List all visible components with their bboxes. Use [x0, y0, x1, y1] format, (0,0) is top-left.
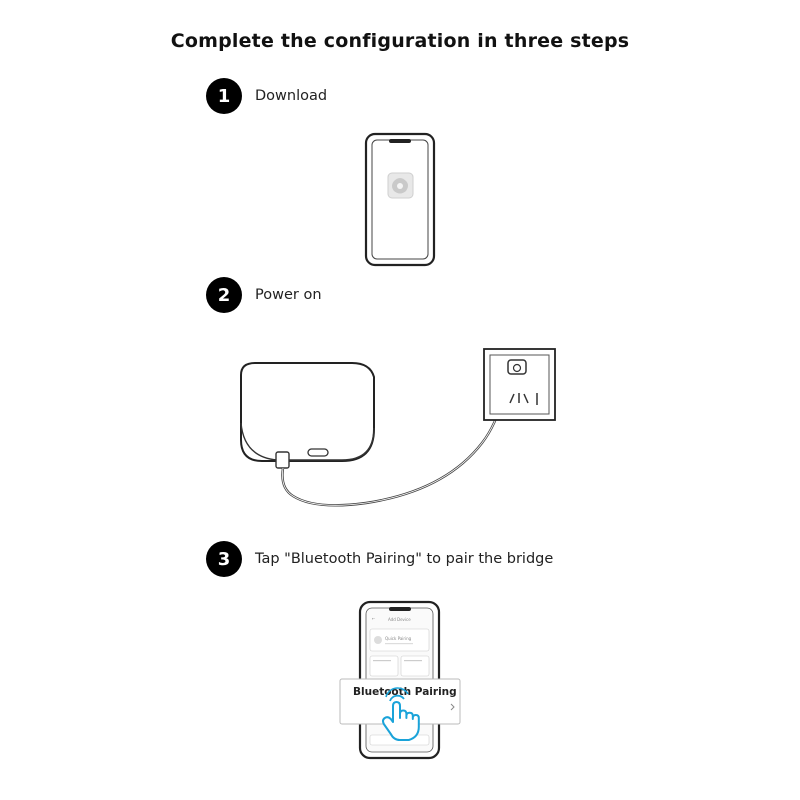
app-icon	[388, 173, 413, 198]
step-1-badge: 1	[206, 78, 242, 114]
step-2-badge: 2	[206, 277, 242, 313]
app-header: Add Device	[388, 617, 411, 622]
step-2-label: Power on	[255, 287, 322, 303]
bluetooth-pairing-label: Bluetooth Pairing	[353, 686, 457, 698]
back-arrow-icon: ←	[372, 616, 376, 621]
hub-device	[241, 363, 374, 468]
wall-socket	[484, 349, 555, 420]
step-1-label: Download	[255, 88, 328, 104]
step-3-label: Tap "Bluetooth Pairing" to pair the bridge	[255, 551, 554, 567]
phone-download-illustration	[366, 134, 434, 265]
step-3-badge: 3	[206, 541, 242, 577]
quick-pairing-label: Quick Pairing	[385, 636, 412, 641]
page-title: Complete the configuration in three steps	[170, 30, 630, 52]
